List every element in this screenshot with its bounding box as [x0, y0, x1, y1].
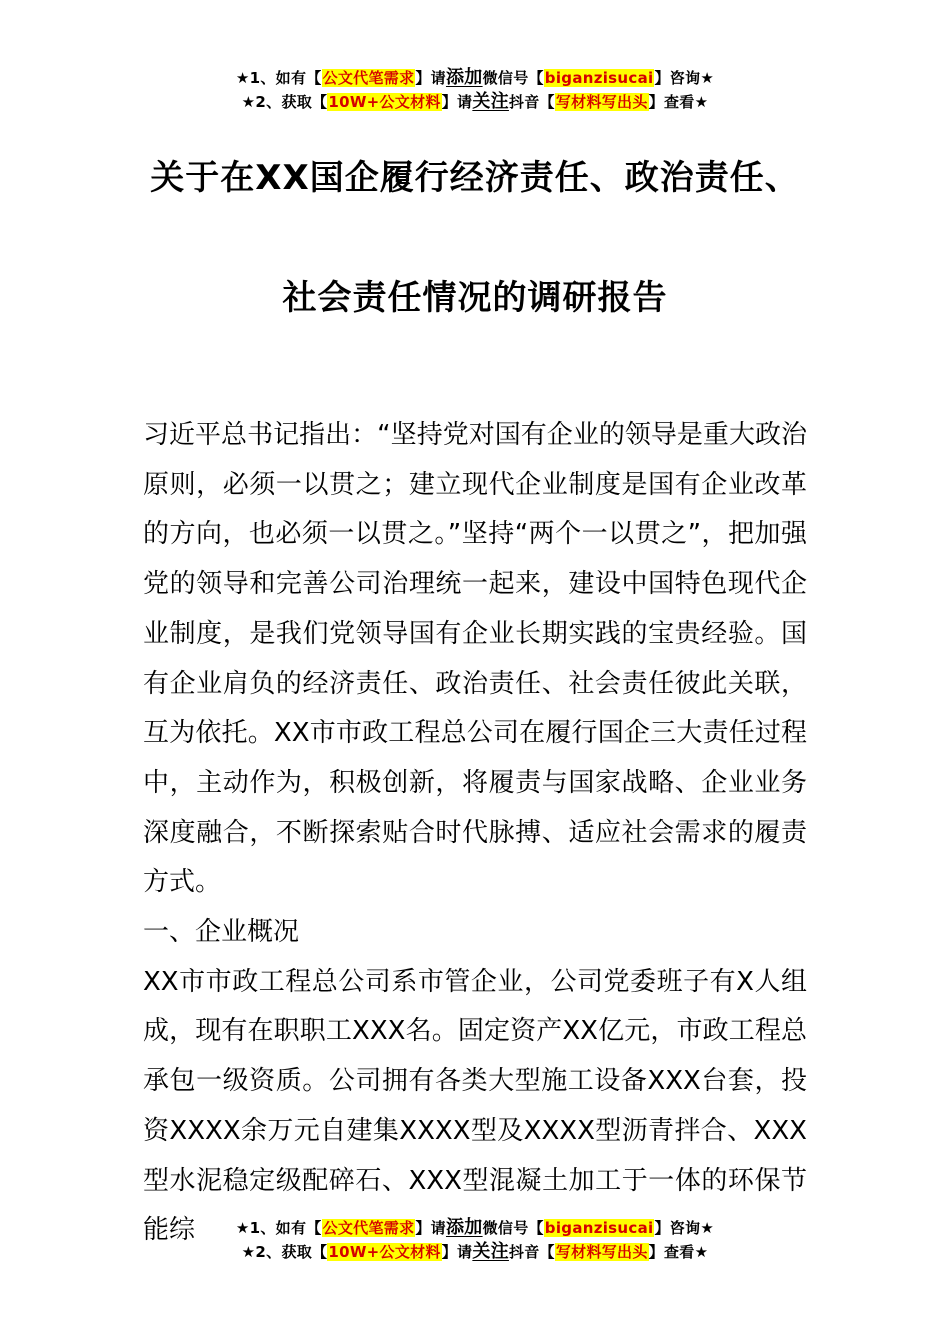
banner-line-2 — [0, 90, 950, 114]
document-title-line-1: 关于在XX国企履行经济责任、政治责任、 — [150, 158, 800, 198]
section-heading: 一、企业概况 — [143, 917, 300, 948]
banner-text: ★1、如有【 — [235, 69, 322, 87]
banner-text: ★2、获取【 — [241, 1243, 328, 1261]
document-body — [143, 411, 807, 1256]
footer-banner — [0, 1216, 950, 1264]
banner-text: ★2、获取【 — [241, 93, 328, 111]
banner-text: 】请 — [415, 1219, 446, 1237]
banner-text: 】请 — [441, 93, 473, 111]
banner-line-2 — [0, 1240, 950, 1264]
banner-emphasis: 添加 — [445, 1217, 483, 1238]
banner-text: 抖音【 — [508, 1243, 555, 1261]
banner-text: 】咨询★ — [654, 1219, 715, 1237]
banner-text: 】请 — [415, 69, 446, 87]
banner-text: ★1、如有【 — [235, 1219, 322, 1237]
banner-text: 】查看★ — [648, 93, 709, 111]
banner-emphasis: 关注 — [472, 1241, 509, 1262]
banner-highlight: 公文代笔需求 — [322, 1219, 415, 1237]
banner-highlight: 公文代笔需求 — [322, 69, 415, 87]
document-title-line-2: 社会责任情况的调研报告 — [282, 278, 668, 318]
banner-highlight: biganzisucai — [544, 69, 654, 87]
banner-text: 抖音【 — [508, 93, 555, 111]
banner-highlight: biganzisucai — [544, 1219, 654, 1237]
banner-text: 微信号【 — [482, 69, 544, 87]
banner-line-1 — [0, 1216, 950, 1240]
banner-highlight: 写材料写出头 — [555, 93, 648, 111]
banner-emphasis: 添加 — [445, 67, 483, 88]
banner-text: 微信号【 — [482, 1219, 544, 1237]
banner-text: 】咨询★ — [654, 69, 715, 87]
banner-text: 】查看★ — [648, 1243, 709, 1261]
banner-highlight: 10W+公文材料 — [328, 1243, 441, 1261]
banner-highlight: 10W+公文材料 — [328, 93, 441, 111]
overview-paragraph: XX市市政工程总公司系市管企业，公司党委班子有X人组成，现有在职职工XXX名。固定资产XX亿元，市政工程总承包一级资质。公司拥有各类大型施工设备XXX台套，投资XXXX余万元自建集XXXX型及XXXX型沥青拌合、XXX型水泥稳定级配碎石、XXX型混凝土加工于一体的环保节能综 — [143, 966, 807, 1246]
banner-line-1 — [0, 66, 950, 90]
banner-highlight: 写材料写出头 — [555, 1243, 648, 1261]
header-banner — [0, 66, 950, 114]
banner-emphasis: 关注 — [472, 91, 509, 112]
intro-paragraph: 习近平总书记指出：“坚持党对国有企业的领导是重大政治原则，必须一以贯之；建立现代企业制度是国有企业改革的方向，也必须一以贯之。”坚持“两个一以贯之”，把加强党的领导和完善公司治理统一起来，建设中国特色现代企业制度，是我们党领导国有企业长期实践的宝贵经验。国有企业肩负的经济责任、政治责任、社会责任彼此关联，互为依托。XX市市政工程总公司在履行国企三大责任过程中，主动作为，积极创新，将履责与国家战略、企业业务深度融合，不断探索贴合时代脉搏、适应社会需求的履责方式。 — [143, 420, 807, 898]
banner-text: 】请 — [441, 1243, 473, 1261]
